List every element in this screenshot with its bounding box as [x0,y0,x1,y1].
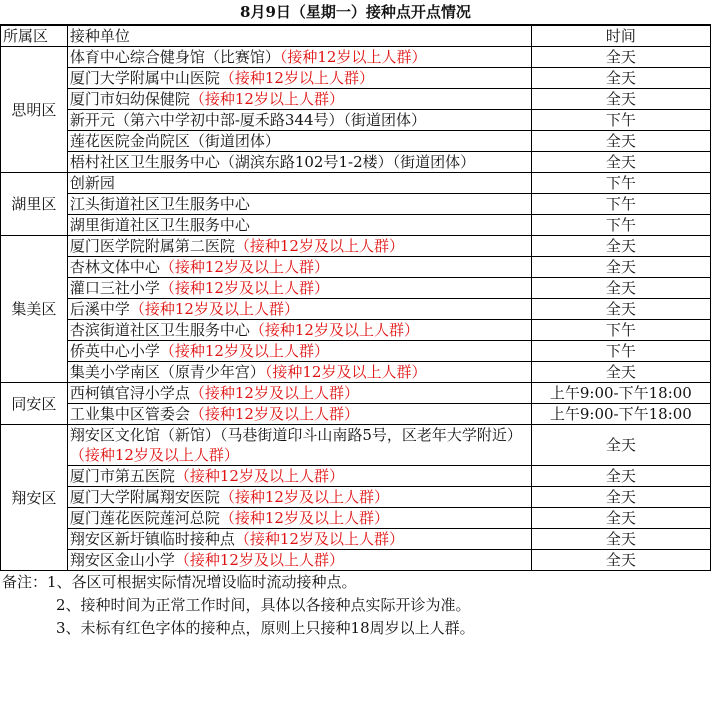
table-row [1,215,711,236]
table-row [1,550,711,571]
table-row [1,362,711,383]
table-header-row [1,26,711,47]
note-line-2: 2、接种时间为正常工作时间，具体以各接种点实际开诊为准。 [56,596,471,614]
table-row [1,68,711,89]
sites-table [0,25,711,571]
site-cell [67,257,531,278]
table-row [1,341,711,362]
time-cell: 下午 [531,194,710,215]
site-cell [67,236,531,257]
site-cell [67,278,531,299]
time-cell: 全天 [531,89,710,110]
site-name: 杏林文体中心 [69,258,160,276]
site-name: 厦门大学附属翔安医院 [69,488,220,506]
time-cell: 全天 [531,152,710,173]
time-cell: 全天 [531,508,710,529]
sheet-title: 8月9日（星期一）接种点开点情况 [0,0,711,25]
table-row [1,508,711,529]
age-group-note: （接种12岁及以上人群） [219,509,389,527]
site-cell [67,299,531,320]
age-group-note: （接种12岁以上人群） [279,48,427,66]
table-row [1,278,711,299]
site-name: 西柯镇官浔小学点 [69,384,190,402]
table-row [1,236,711,257]
age-group-note: （接种12岁及以上人群） [159,342,329,360]
site-name: 体育中心综合健身馆（比赛馆） [69,48,280,66]
site-cell [67,110,531,131]
time-cell: 全天 [531,487,710,508]
age-group-note: （接种12岁及以上人群） [234,530,404,548]
site-cell [67,320,531,341]
site-name: 厦门市第五医院 [69,467,175,485]
time-cell: 全天 [531,278,710,299]
time-cell: 下午 [531,341,710,362]
district-cell: 集美区 [1,236,68,383]
site-cell [67,508,531,529]
table-row [1,131,711,152]
site-cell [67,425,531,466]
site-name: 新开元（第六中学初中部-厦禾路344号）（街道团体） [69,111,427,129]
site-name: 工业集中区管委会 [69,405,190,423]
district-cell: 翔安区 [1,425,68,571]
site-name: 厦门医学院附属第二医院 [69,237,235,255]
note-line-3: 3、未标有红色字体的接种点，原则上只接种18周岁以上人群。 [56,619,475,637]
site-cell [67,383,531,404]
table-row [1,383,711,404]
header-site: 接种单位 [67,26,531,47]
site-name: 厦门市妇幼保健院 [69,90,190,108]
site-name: 翔安区新圩镇临时接种点 [69,530,235,548]
site-name: 厦门莲花医院莲河总院 [69,509,220,527]
time-cell: 全天 [531,362,710,383]
table-row [1,173,711,194]
note-line-1: 备注：1、各区可根据实际情况增设临时流动接种点。 [2,573,357,591]
time-cell: 上午9:00-下午18:00 [531,404,710,425]
time-cell: 全天 [531,529,710,550]
site-cell [67,68,531,89]
age-group-note: （接种12岁及以上人群） [189,405,359,423]
table-row [1,194,711,215]
age-group-note: （接种12岁及以上人群） [234,237,404,255]
time-cell: 下午 [531,320,710,341]
site-name: 厦门大学附属中山医院 [69,69,220,87]
time-cell: 全天 [531,131,710,152]
district-cell: 同安区 [1,383,68,425]
table-row [1,110,711,131]
table-row [1,47,711,68]
site-cell [67,194,531,215]
header-district: 所属区 [1,26,68,47]
site-cell [67,131,531,152]
age-group-note: （接种12岁以上人群） [219,69,374,87]
time-cell: 全天 [531,68,710,89]
site-name: 创新园 [69,174,115,192]
district-cell: 思明区 [1,47,68,173]
time-cell: 上午9:00-下午18:00 [531,383,710,404]
time-cell: 下午 [531,215,710,236]
table-row [1,257,711,278]
site-name: 翔安区文化馆（新馆）（马巷街道印斗山南路5号，区老年大学附近） [69,426,522,444]
table-row [1,299,711,320]
age-group-note: （接种12岁以上人群） [189,90,344,108]
table-row [1,320,711,341]
site-name: 灌口三社小学 [69,279,160,297]
table-row [1,404,711,425]
table-row [1,487,711,508]
time-cell: 全天 [531,425,710,466]
table-row [1,466,711,487]
site-name: 梧村社区卫生服务中心（湖滨东路102号1-2楼）（街道团体） [69,153,476,171]
site-cell [67,529,531,550]
age-group-note: （接种12岁及以上人群） [264,363,427,381]
site-name: 莲花医院金尚院区（街道团体） [69,132,280,150]
age-group-note: （接种12岁及以上人群） [174,467,344,485]
age-group-note: （接种12岁及以上人群） [219,488,389,506]
site-cell [67,550,531,571]
age-group-note: （接种12岁及以上人群） [159,258,329,276]
age-group-note: （接种12岁及以上人群） [174,551,344,569]
site-name: 集美小学南区（原青少年宫） [69,363,265,381]
age-group-note: （接种12岁及以上人群） [249,321,419,339]
time-cell: 全天 [531,299,710,320]
sites-table-body [1,26,711,571]
age-group-note: （接种12岁及以上人群） [69,446,239,464]
time-cell: 全天 [531,257,710,278]
site-cell [67,404,531,425]
site-cell [67,215,531,236]
table-row [1,529,711,550]
site-cell [67,152,531,173]
time-cell: 全天 [531,47,710,68]
table-row [1,89,711,110]
notes-block [0,571,711,640]
district-cell: 湖里区 [1,173,68,236]
table-row [1,425,711,466]
age-group-note: （接种12岁及以上人群） [129,300,299,318]
age-group-note: （接种12岁及以上人群） [159,279,329,297]
site-name: 江头街道社区卫生服务中心 [69,195,250,213]
header-time: 时间 [531,26,710,47]
site-cell [67,362,531,383]
site-name: 湖里街道社区卫生服务中心 [69,216,250,234]
site-name: 杏滨街道社区卫生服务中心 [69,321,250,339]
site-cell [67,341,531,362]
age-group-note: （接种12岁及以上人群） [189,384,359,402]
site-cell [67,487,531,508]
site-name: 侨英中心小学 [69,342,160,360]
time-cell: 下午 [531,173,710,194]
site-cell [67,47,531,68]
time-cell: 全天 [531,550,710,571]
site-name: 翔安区金山小学 [69,551,175,569]
time-cell: 下午 [531,110,710,131]
site-name: 后溪中学 [69,300,130,318]
site-cell [67,173,531,194]
site-cell [67,89,531,110]
table-row [1,152,711,173]
time-cell: 全天 [531,236,710,257]
time-cell: 全天 [531,466,710,487]
site-cell [67,466,531,487]
